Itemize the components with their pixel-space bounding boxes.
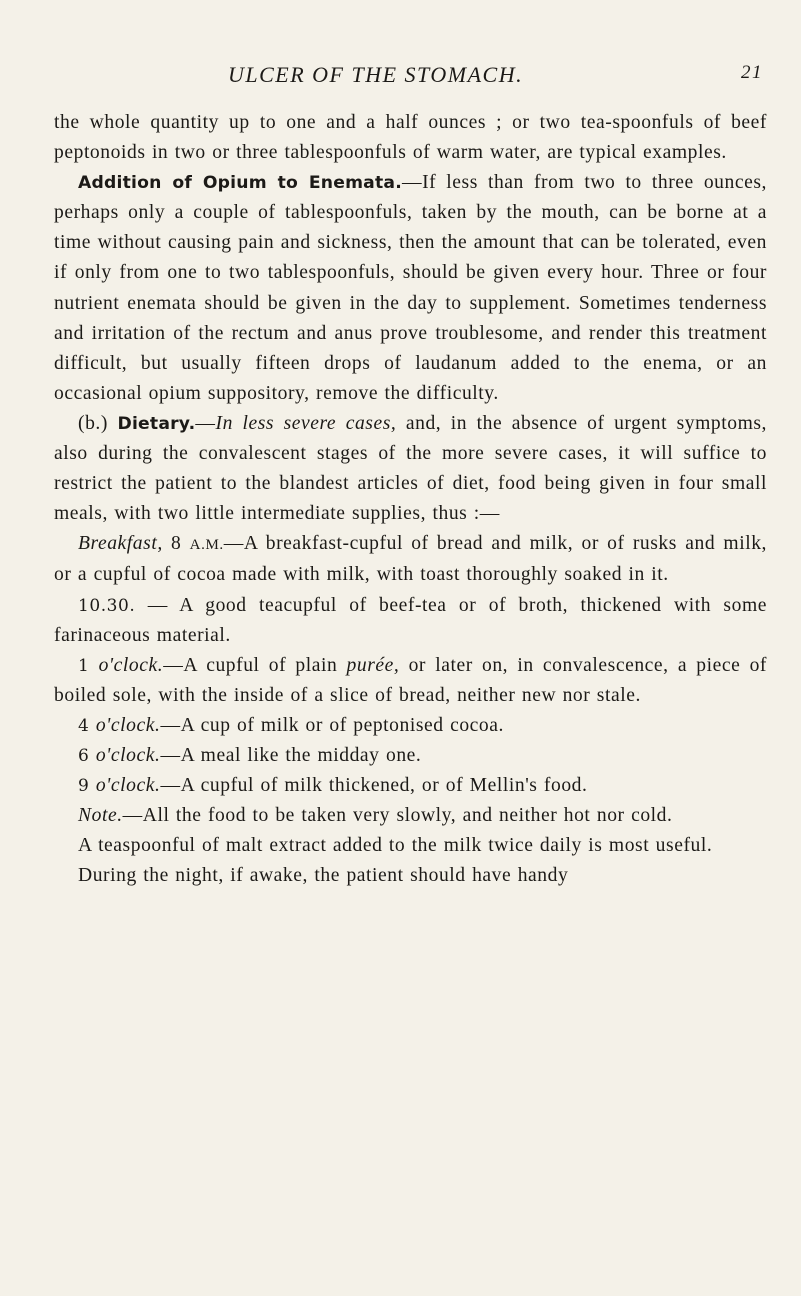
diet-item-4-oclock: 4 o'clock.—A cup of milk or of peptonised cocoa.	[78, 714, 504, 736]
paragraph-opium-enemata: Addition of Opium to Enemata.—If less than from two to three ounces, perhaps only a couple of tablespoonfuls, taken by the mouth, can be borne at a time without causing pain and sickness, then the amount that can be tolerated, even if only from one to two tablespoonfuls, should be given every hour. Three or four nutrient enemata should be given in the day to supplement. Sometimes tenderness and irritation of the rectum and anus prove troublesome, and render this treatment difficult, but usually fifteen drops of laudanum added to the enema, or an occasional opium suppository, remove the difficulty.	[54, 172, 767, 404]
paragraph-night: During the night, if awake, the patient should have handy	[78, 865, 569, 887]
paragraph-dietary: (b.) Dietary.—In less severe cases, and, in the absence of urgent symptoms, also during the convalescent stages of the more severe cases, it will suffice to restrict the patient to the blandest articles of diet, food being given in four small meals, with two little intermediate supplies, thus :—	[54, 412, 767, 525]
section-heading-opium: Addition of Opium to Enemata.	[78, 173, 402, 194]
diet-item-1-oclock: 1 o'clock.—A cupful of plain purée, or later on, in convalescence, a piece of boiled sole, with the inside of a slice of bread, neither new nor stale.	[54, 654, 768, 706]
page-header	[54, 54, 767, 88]
diet-item-1030: 10.30. — A good teacupful of beef-tea or of broth, thickened with some farinaceous material.	[54, 594, 767, 646]
diet-item-6-oclock: 6 o'clock.—A meal like the midday one.	[78, 744, 422, 766]
running-head: ULCER OF THE STOMACH.	[228, 62, 524, 87]
diet-item-9-oclock: 9 o'clock.—A cupful of milk thickened, or of Mellin's food.	[78, 775, 588, 797]
paragraph-continuation: the whole quantity up to one and a half ounces ; or two tea-spoonfuls of beef peptonoids in two or three tablespoonfuls of warm water, are typical examples.	[54, 112, 767, 164]
paragraph-note: Note.—All the food to be taken very slowly, and neither hot nor cold.	[78, 805, 673, 827]
note-label: Note.	[78, 805, 123, 827]
section-heading-dietary: Dietary.	[117, 413, 196, 434]
diet-item-breakfast: Breakfast, 8 A.M.—A breakfast-cupful of bread and milk, or of rusks and milk, or a cupful of cocoa made with milk, with toast thoroughly soaked in it.	[54, 533, 768, 586]
page-number: 21	[741, 62, 763, 83]
section-label-b: (b.)	[78, 412, 108, 434]
paragraph-malt-extract: A teaspoonful of malt extract added to the milk twice daily is most useful.	[78, 835, 713, 857]
body-text	[54, 108, 767, 891]
